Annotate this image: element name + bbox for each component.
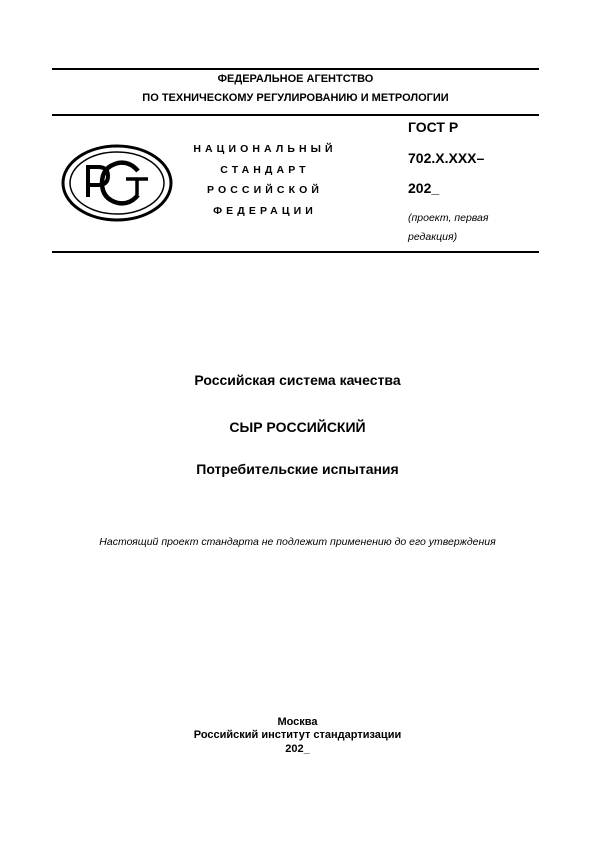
draft-status-line-1: (проект, первая [408, 212, 489, 224]
footer-publisher: Российский институт стандартизации [193, 729, 402, 741]
gost-r-logo-icon [60, 143, 174, 223]
title-product: СЫР РОССИЙСКИЙ [229, 419, 366, 435]
footer-city: Москва [277, 716, 318, 728]
footer-year: 202_ [285, 743, 310, 755]
standard-type-line-2: СТАНДАРТ [220, 164, 310, 176]
designation-line-2: 702.Х.ХХХ– [408, 150, 485, 166]
standard-type-line-1: НАЦИОНАЛЬНЫЙ [193, 143, 337, 155]
designation-line-1: ГОСТ Р [408, 119, 459, 135]
agency-line-1: ФЕДЕРАЛЬНОЕ АГЕНТСТВО [217, 73, 374, 85]
draft-status-line-2: редакция) [408, 231, 458, 243]
designation-line-3: 202_ [408, 180, 440, 196]
draft-notice: Настоящий проект стандарта не подлежит применению до его утверждения [99, 536, 496, 548]
bottom-header-rule [52, 251, 539, 253]
agency-line-2: ПО ТЕХНИЧЕСКОМУ РЕГУЛИРОВАНИЮ И МЕТРОЛОГИИ [142, 92, 449, 104]
standard-type-line-3: РОССИЙСКОЙ [207, 184, 323, 196]
title-subject: Потребительские испытания [196, 461, 399, 477]
header-rule [52, 114, 539, 116]
standard-type-line-4: ФЕДЕРАЦИИ [213, 205, 317, 217]
top-rule [52, 68, 539, 70]
title-series: Российская система качества [194, 372, 401, 388]
